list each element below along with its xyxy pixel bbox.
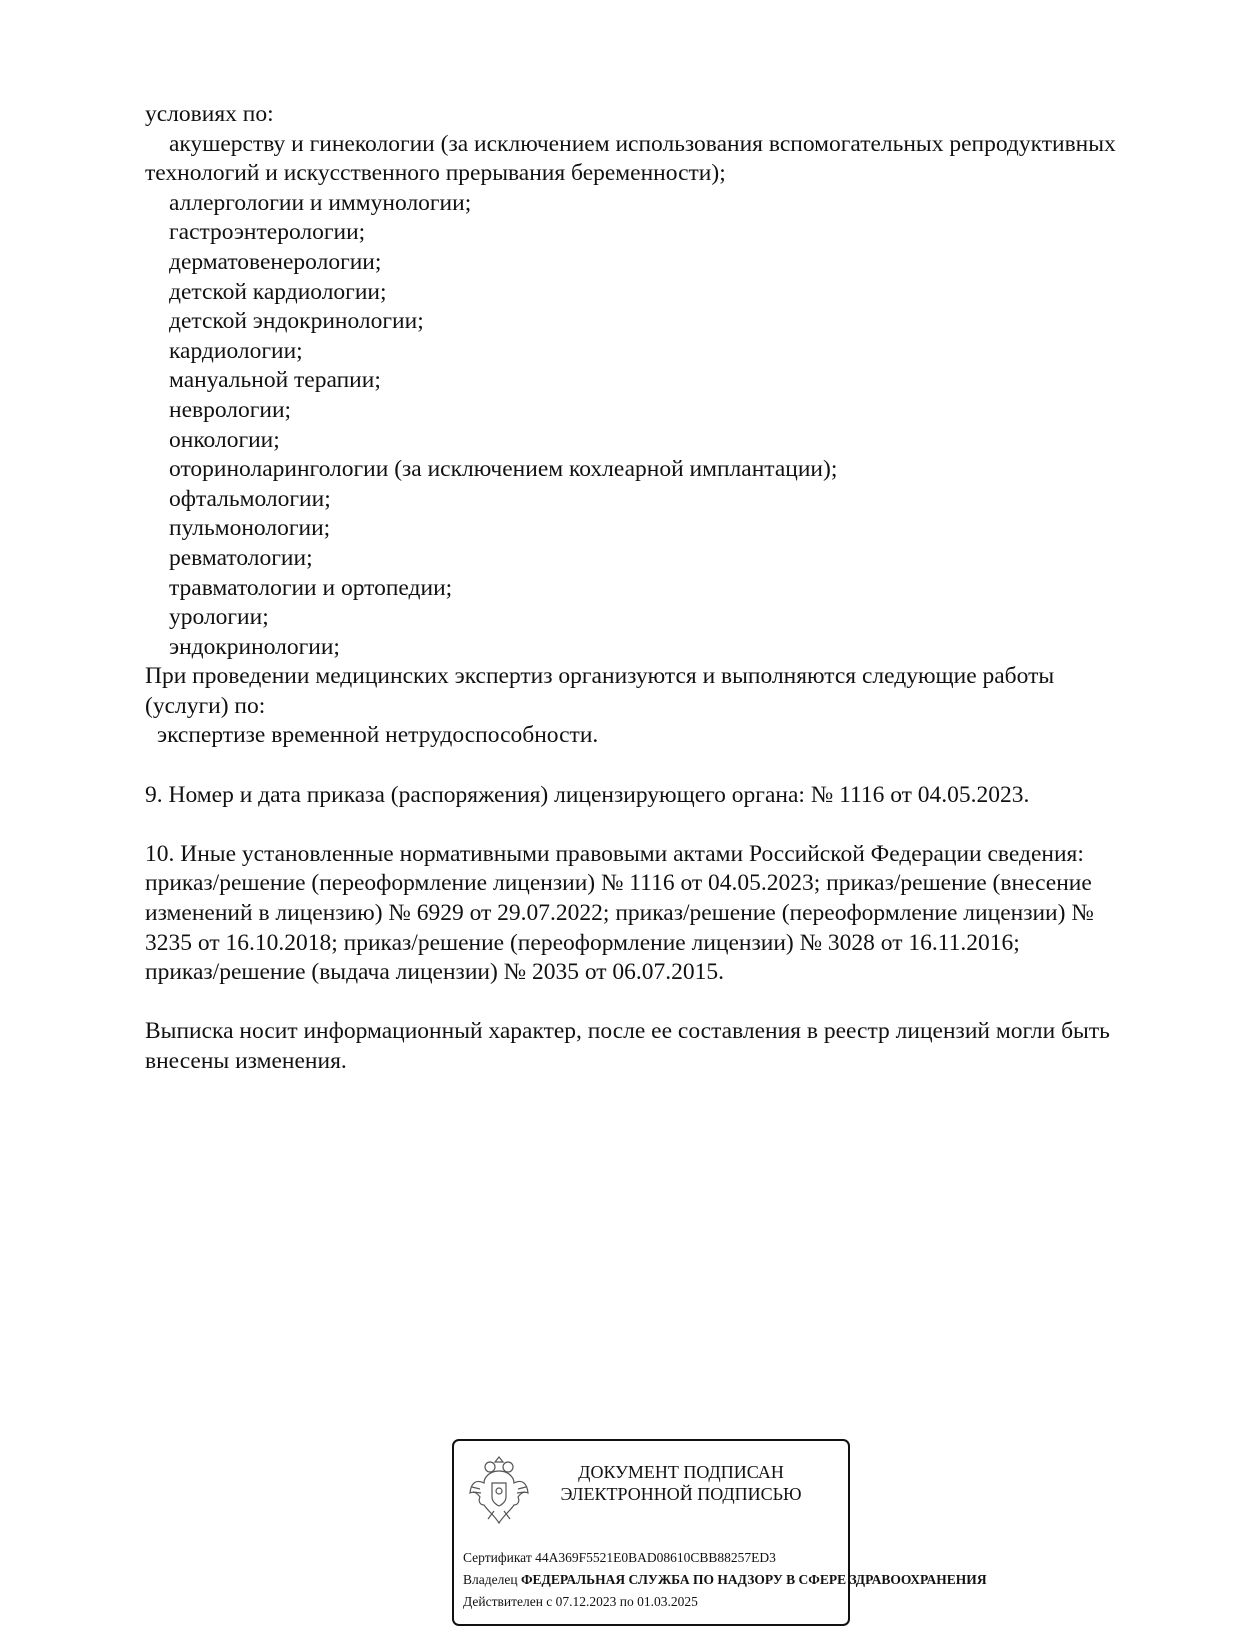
text-line: ревматологии; [169, 544, 313, 571]
text-line: аллергологии и иммунологии; [169, 189, 472, 216]
text-line: неврологии; [169, 396, 292, 423]
text-line: 10. Иные установленные нормативными правовыми актами Российской Федерации сведения: [145, 840, 1084, 867]
text-line: 3235 от 16.10.2018; приказ/решение (переоформление лицензии) № 3028 от 16.11.2016; [145, 929, 1020, 956]
text-line: (услуги) по: [145, 692, 266, 719]
text-line: оториноларингологии (за исключением кохлеарной имплантации); [169, 456, 838, 483]
text-line: офтальмологии; [169, 485, 331, 512]
stamp-title [546, 1461, 816, 1505]
blank-line [145, 988, 1170, 1018]
text-line: дерматовенерологии; [169, 248, 382, 275]
text-line: кардиологии; [169, 337, 303, 364]
text-line: травматологии и ортопедии; [169, 574, 453, 601]
text-line: Выписка носит информационный характер, после ее составления в реестр лицензий могли быть [145, 1018, 1110, 1045]
text-line: эндокринологии; [169, 633, 340, 660]
text-line: детской эндокринологии; [169, 308, 424, 335]
text-line: 9. Номер и дата приказа (распоряжения) лицензирующего органа: № 1116 от 04.05.2023. [145, 781, 1030, 808]
electronic-signature-stamp [452, 1439, 987, 1626]
stamp-title-line-1: ДОКУМЕНТ ПОДПИСАН [578, 1462, 784, 1482]
text-line: При проведении медицинских экспертиз организуются и выполняются следующие работы [145, 663, 1055, 690]
blank-line [145, 751, 1170, 781]
owner-label: Владелец [463, 1572, 518, 1587]
document-body [145, 100, 1170, 1077]
text-line: урологии; [169, 604, 269, 631]
stamp-owner [463, 1572, 987, 1588]
text-line: мануальной терапии; [169, 367, 381, 394]
text-line: приказ/решение (выдача лицензии) № 2035 от 06.07.2015. [145, 959, 725, 986]
text-line: гастроэнтерологии; [169, 219, 366, 246]
stamp-validity: Действителен с 07.12.2023 по 01.03.2025 [463, 1594, 698, 1609]
owner-value: ФЕДЕРАЛЬНАЯ СЛУЖБА ПО НАДЗОРУ В СФЕРЕ ЗДРАВООХРАНЕНИЯ [520, 1572, 987, 1587]
russian-coat-of-arms-icon [468, 1453, 530, 1527]
blank-line [145, 810, 1170, 840]
text-line: условиях по: [145, 101, 274, 127]
text-line: пульмонологии; [169, 515, 331, 542]
text-line: экспертизе временной нетрудоспособности. [157, 722, 599, 749]
text-line: технологий и искусственного прерывания беременности); [145, 160, 726, 187]
certificate-value: 44A369F5521E0BAD08610CBB88257ED3 [535, 1550, 776, 1565]
text-line: изменений в лицензию) № 6929 от 29.07.2022; приказ/решение (переоформление лицензии) № [145, 900, 1094, 927]
text-line: приказ/решение (переоформление лицензии) № 1116 от 04.05.2023; приказ/решение (внесение [145, 870, 1092, 897]
stamp-title-line-2: ЭЛЕКТРОННОЙ ПОДПИСЬЮ [560, 1484, 802, 1504]
certificate-label: Сертификат [463, 1550, 532, 1565]
text-line: акушерству и гинекологии (за исключением использования вспомогательных репродуктивных [169, 130, 1116, 157]
stamp-certificate [463, 1550, 776, 1566]
text-line: внесены изменения. [145, 1048, 347, 1074]
text-line: детской кардиологии; [169, 278, 387, 305]
text-line: онкологии; [169, 426, 280, 453]
